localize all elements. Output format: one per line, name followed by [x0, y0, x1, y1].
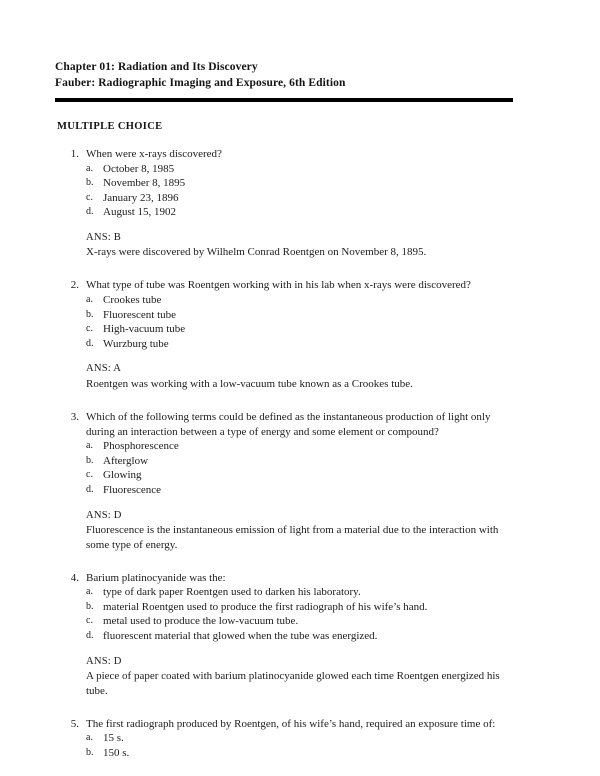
- answer-option[interactable]: [0, 308, 600, 323]
- option-letter: d.: [86, 337, 94, 349]
- question-text: Barium platinocyanide was the:: [86, 571, 226, 584]
- option-text: August 15, 1902: [103, 206, 177, 219]
- question-number: 5.: [70, 717, 79, 730]
- header-divider-rule: [55, 98, 513, 102]
- question-row: [0, 147, 600, 162]
- option-letter: a.: [86, 586, 93, 598]
- question-number: 1.: [70, 148, 79, 160]
- question-row: [0, 717, 600, 732]
- option-text: January 23, 1896: [103, 191, 179, 204]
- answer-explanation: A piece of paper coated with barium platinocyanide glowed each time Roentgen energized his tube.: [86, 669, 500, 697]
- option-text: Wurzburg tube: [103, 337, 169, 350]
- option-list: [0, 162, 600, 220]
- option-letter: b.: [86, 308, 94, 320]
- answer-block: [0, 509, 600, 553]
- option-text: Crookes tube: [103, 294, 162, 307]
- option-text: fluorescent material that glowed when the tube was energized.: [103, 629, 378, 642]
- question-row: [0, 571, 600, 586]
- option-letter: c.: [86, 323, 93, 335]
- option-text: Fluorescent tube: [103, 308, 177, 321]
- option-letter: d.: [86, 483, 94, 495]
- option-letter: a.: [86, 294, 93, 306]
- answer-option[interactable]: [0, 176, 600, 191]
- question-text: The first radiograph produced by Roentgen, of his wife’s hand, required an exposure time of:: [86, 717, 496, 730]
- option-letter: a.: [86, 732, 93, 744]
- option-list: [0, 585, 600, 643]
- option-list: [0, 439, 600, 497]
- answer-option[interactable]: [0, 293, 600, 308]
- header-chapter-title: Chapter 01: Radiation and Its Discovery: [55, 61, 258, 73]
- answer-option[interactable]: [0, 483, 600, 498]
- answer-option[interactable]: [0, 585, 600, 600]
- answer-option[interactable]: [0, 614, 600, 629]
- option-list: [0, 293, 600, 351]
- answer-option[interactable]: [0, 468, 600, 483]
- option-text: type of dark paper Roentgen used to darken his laboratory.: [103, 586, 361, 599]
- answer-option[interactable]: [0, 600, 600, 615]
- option-text: Glowing: [103, 469, 142, 482]
- document-header: [55, 60, 513, 91]
- option-text: 15 s.: [103, 732, 124, 745]
- question-block: [0, 410, 600, 560]
- question-block: [0, 278, 600, 399]
- option-letter: b.: [86, 454, 94, 466]
- answer-label: ANS: B: [86, 231, 122, 243]
- option-letter: b.: [86, 746, 94, 758]
- option-text: November 8, 1895: [103, 177, 186, 190]
- question-text: What type of tube was Roentgen working with in his lab when x-rays were discovered?: [86, 279, 471, 292]
- question-text: Which of the following terms could be defined as the instantaneous production of light only during an interaction between a type of energy and some element or compound?: [86, 410, 491, 438]
- question-number: 3.: [70, 410, 79, 423]
- option-letter: d.: [86, 629, 94, 641]
- question-number: 4.: [70, 571, 79, 584]
- answer-option[interactable]: [0, 731, 600, 746]
- option-text: Phosphorescence: [103, 440, 179, 453]
- question-row: [0, 278, 600, 293]
- answer-option[interactable]: [0, 337, 600, 352]
- answer-label: ANS: D: [86, 655, 122, 667]
- option-letter: c.: [86, 191, 93, 203]
- option-letter: b.: [86, 600, 94, 612]
- block-spacer: [0, 391, 600, 399]
- option-list: [0, 731, 600, 760]
- answer-option[interactable]: [0, 629, 600, 644]
- header-book-title: Fauber: Radiographic Imaging and Exposure, 6th Edition: [55, 76, 346, 89]
- answer-label: ANS: D: [86, 509, 122, 521]
- question-block: [0, 147, 600, 268]
- answer-explanation: X-rays were discovered by Wilhelm Conrad Roentgen on November 8, 1895.: [86, 246, 427, 259]
- section-heading-multiple-choice: MULTIPLE CHOICE: [57, 121, 163, 132]
- block-spacer: [0, 552, 600, 560]
- option-letter: a.: [86, 440, 93, 452]
- answer-block: [0, 655, 600, 699]
- option-letter: c.: [86, 615, 93, 627]
- option-text: material Roentgen used to produce the first radiograph of his wife’s hand.: [103, 600, 428, 613]
- answer-option[interactable]: [0, 162, 600, 177]
- answer-option[interactable]: [0, 746, 600, 761]
- answer-label: ANS: A: [86, 363, 122, 375]
- answer-option[interactable]: [0, 454, 600, 469]
- question-text: When were x-rays discovered?: [86, 148, 222, 160]
- option-letter: d.: [86, 206, 94, 218]
- question-row: [0, 410, 600, 439]
- option-text: Afterglow: [103, 454, 149, 467]
- question-list: [0, 147, 600, 771]
- answer-option[interactable]: [0, 439, 600, 454]
- option-text: High-vacuum tube: [103, 323, 186, 336]
- answer-option[interactable]: [0, 205, 600, 220]
- option-text: metal used to produce the low-vacuum tube.: [103, 615, 299, 628]
- question-block: [0, 571, 600, 707]
- answer-option[interactable]: [0, 322, 600, 337]
- option-text: 150 s.: [103, 746, 130, 759]
- question-number: 2.: [70, 279, 79, 292]
- block-spacer: [0, 260, 600, 268]
- option-text: October 8, 1985: [103, 162, 175, 175]
- option-letter: a.: [86, 162, 93, 174]
- answer-explanation: Fluorescence is the instantaneous emission of light from a material due to the interaction with some type of energy.: [86, 523, 499, 551]
- option-text: Fluorescence: [103, 483, 162, 496]
- answer-explanation: Roentgen was working with a low-vacuum tube known as a Crookes tube.: [86, 377, 413, 390]
- answer-block: [0, 362, 600, 391]
- question-block: [0, 717, 600, 761]
- answer-option[interactable]: [0, 191, 600, 206]
- option-letter: c.: [86, 469, 93, 481]
- answer-block: [0, 231, 600, 260]
- option-letter: b.: [86, 177, 94, 189]
- block-spacer: [0, 698, 600, 706]
